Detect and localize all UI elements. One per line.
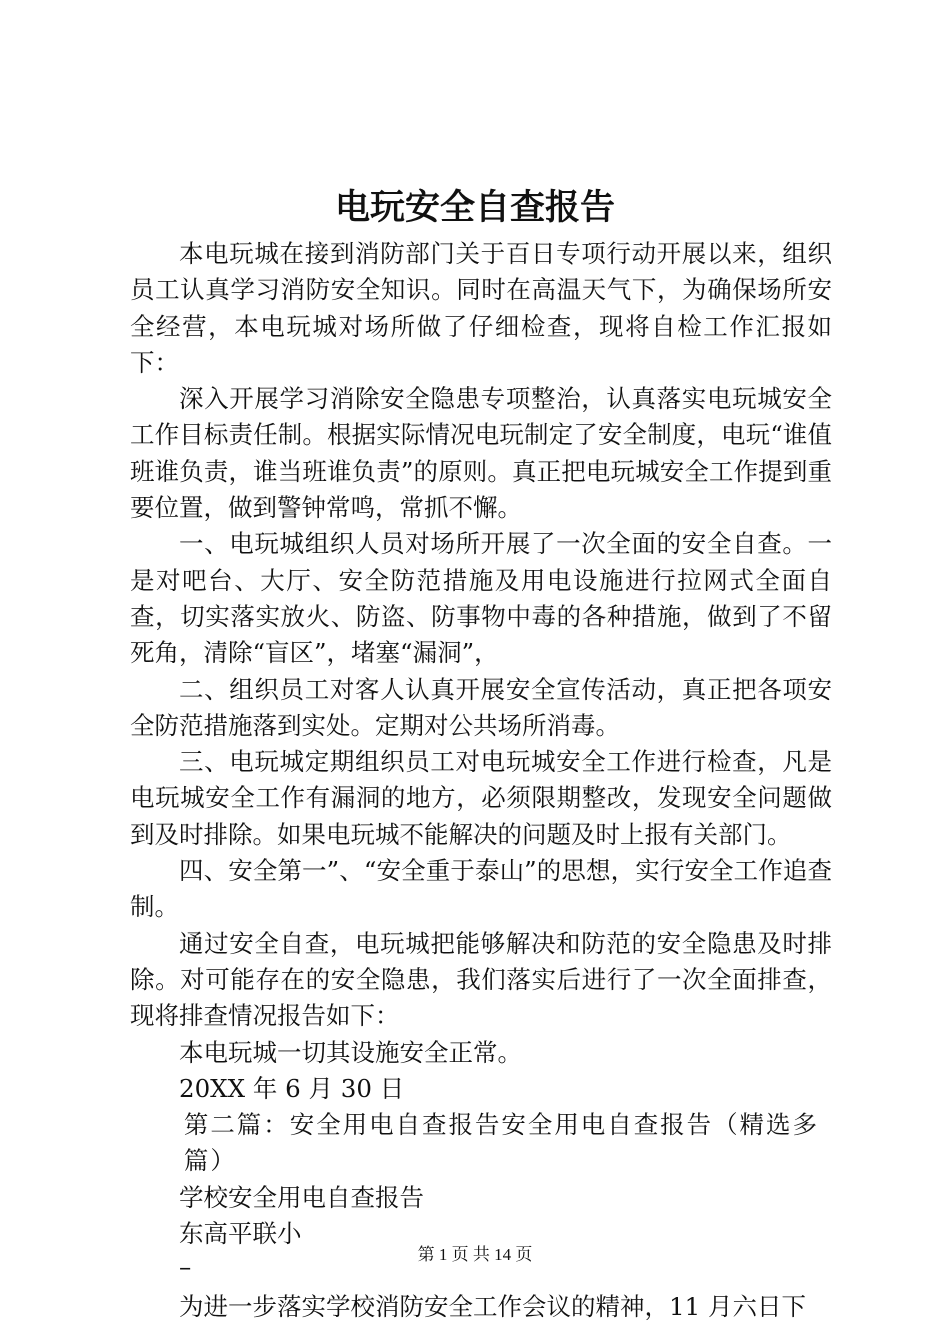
section2-heading: [130, 1107, 832, 1180]
paragraph-item-1: 一、电玩城组织人员对场所开展了一次全面的安全自查。一是对吧台、大厅、安全防范措施及用电设施进行拉网式全面自查，切实落实放火、防盗、防事物中毒的各种措施，做到了不留死角，清除“盲区”，堵塞“漏洞”，: [130, 529, 832, 668]
section2-subtitle: 学校安全用电自查报告: [179, 1182, 424, 1212]
report-date: 20XX 年 6 月 30 日: [179, 1073, 405, 1103]
document-body: [130, 236, 832, 1325]
paragraph-item-4: 四、安全第一”、“安全重于泰山”的思想，实行安全工作追查制。: [130, 856, 832, 922]
document-title: 电玩安全自查报告: [334, 187, 615, 228]
paragraph-item-3: 三、电玩城定期组织员工对电玩城安全工作进行检查，凡是电玩城安全工作有漏洞的地方，必须限期整改，发现安全问题做到及时排除。如果电玩城不能解决的问题及时上报有关部门。: [130, 747, 832, 849]
section2-school: 东高平联小: [179, 1219, 302, 1249]
page-footer: 第 1 页 共 14 页: [417, 1245, 533, 1264]
paragraph-rectification: 深入开展学习消除安全隐患专项整治，认真落实电玩城安全工作目标责任制。根据实际情况电玩制定了安全制度，电玩“谁值班谁负责，谁当班谁负责”的原则。真正把电玩城安全工作提到重要位置，做到警钟常鸣，常抓不懈。: [130, 384, 832, 523]
section2-paragraph: 为进一步落实学校消防安全工作会议的精神，11 月六日下: [179, 1291, 806, 1321]
section2-heading-text: 第二篇：安全用电自查报告安全用电自查报告（精选多篇）: [183, 1110, 819, 1176]
paragraph-item-2: 二、组织员工对客人认真开展安全宣传活动，真正把各项安全防范措施落到实处。定期对公共场所消毒。: [130, 674, 832, 740]
paragraph-summary: 通过安全自查，电玩城把能够解决和防范的安全隐患及时排除。对可能存在的安全隐患，我们落实后进行了一次全面排查，现将排查情况报告如下：: [130, 928, 832, 1031]
section2-dash: –: [179, 1252, 192, 1282]
paragraph-intro: 本电玩城在接到消防部门关于百日专项行动开展以来，组织员工认真学习消防安全知识。同时在高温天气下，为确保场所安全经营，本电玩城对场所做了仔细检查，现将自检工作汇报如下：: [130, 239, 832, 377]
closing-line: 本电玩城一切其设施安全正常。: [179, 1037, 522, 1067]
